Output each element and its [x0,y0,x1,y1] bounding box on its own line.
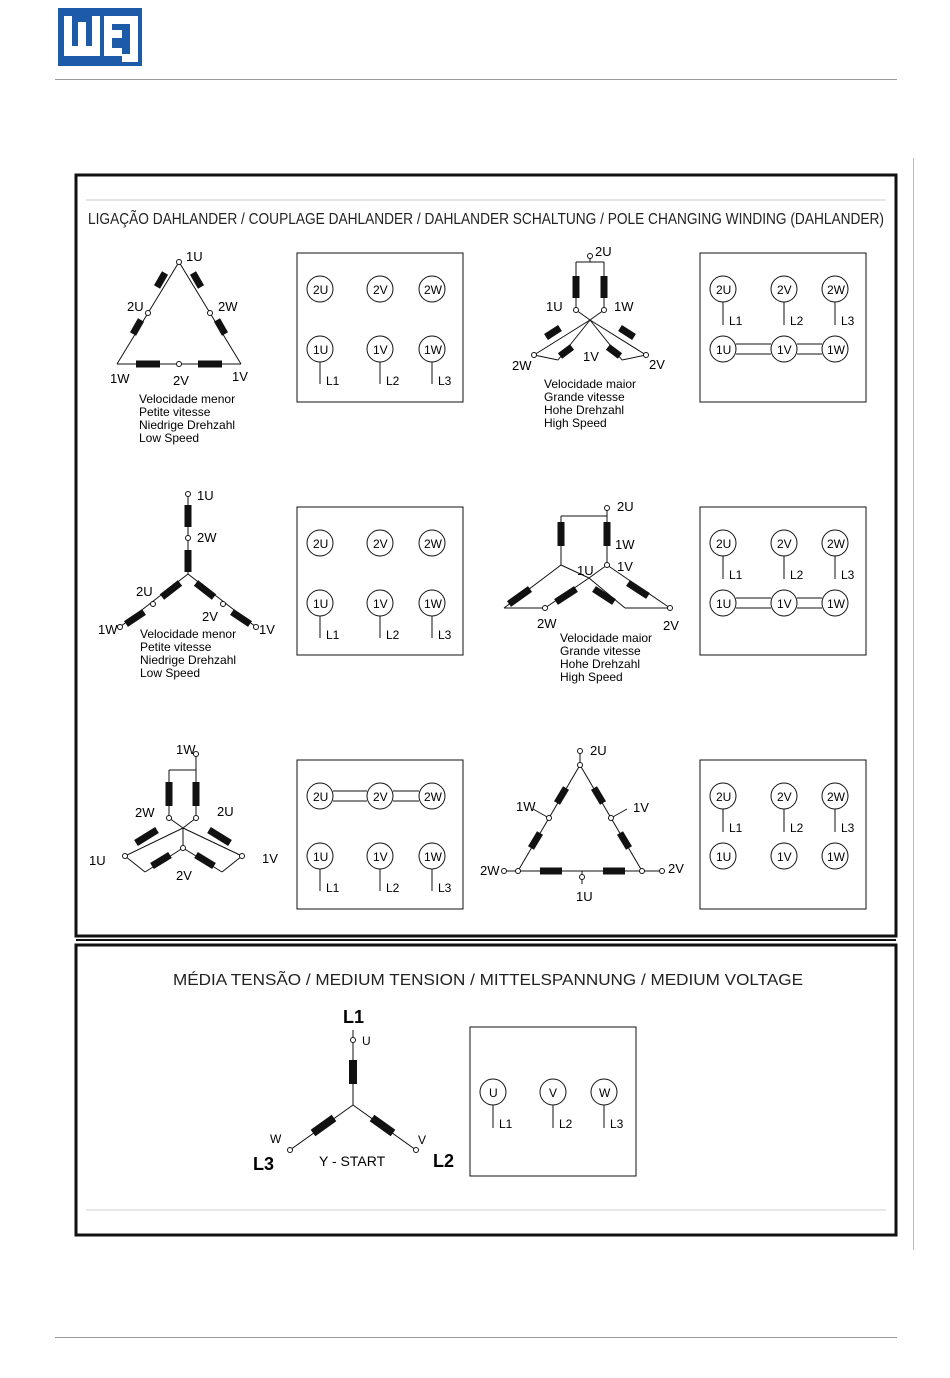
tb1-2U: 2U [313,283,329,297]
tb7-W: W [599,1086,611,1100]
label-1W: 1W [98,622,118,637]
tb2-2W: 2W [827,283,845,297]
tb7-L1: L1 [499,1117,513,1131]
tb4-1U: 1U [716,597,732,611]
terminal-box-5 [297,760,463,909]
tb1-1V: 1V [373,343,388,357]
medium-voltage-star-schematic [288,1030,419,1153]
label-1U: 1U [89,853,106,868]
tb5-1W: 1W [424,850,442,864]
low-speed-fr-2: Petite vitesse [140,640,212,654]
tb6-2V: 2V [777,790,792,804]
label-2V: 2V [173,373,189,388]
tb6-L3: L3 [841,821,855,835]
tb6-1V: 1V [777,850,792,864]
tb7-L2: L2 [559,1117,573,1131]
tb4-L1: L1 [729,568,743,582]
label-1U: 1U [576,889,593,904]
terminal-box-4 [700,507,866,655]
tb3-1U: 1U [313,597,329,611]
tb2-2V: 2V [777,283,792,297]
tb1-2V: 2V [373,283,388,297]
tb4-1V: 1V [777,597,792,611]
label-1U: 1U [577,563,594,578]
label-1V: 1V [259,622,275,637]
label-1W: 1W [176,742,196,757]
label-2V: 2V [649,357,665,372]
label-1V: 1V [633,800,649,815]
tb1-L3: L3 [438,374,452,388]
tb6-L2: L2 [790,821,804,835]
terminal-box-6 [700,760,866,909]
label-2U: 2U [595,244,612,259]
label-1W: 1W [110,371,130,386]
label-2W: 2W [197,530,217,545]
tb4-L3: L3 [841,568,855,582]
tb2-L2: L2 [790,314,804,328]
tb2-2U: 2U [716,283,732,297]
label-W: W [270,1132,282,1146]
tb2-1V: 1V [777,343,792,357]
label-2V: 2V [663,618,679,633]
label-2U: 2U [136,584,153,599]
low-speed-de: Niedrige Drehzahl [139,418,236,432]
tb2-1W: 1W [827,343,845,357]
y-start-label: Y - START [319,1153,386,1169]
high-speed-de: Hohe Drehzahl [544,403,625,417]
tb5-2V: 2V [373,790,388,804]
high-speed-en: High Speed [544,416,607,430]
line-L3: L3 [253,1154,275,1174]
tb6-1W: 1W [827,850,845,864]
low-speed-de-2: Niedrige Drehzahl [140,653,237,667]
label-1U: 1U [197,488,214,503]
label-2U: 2U [217,804,234,819]
label-U: U [362,1034,371,1048]
tb6-2U: 2U [716,790,732,804]
label-2U: 2U [127,299,144,314]
label-V: V [418,1133,427,1147]
tb2-L1: L1 [729,314,743,328]
high-speed-fr: Grande vitesse [544,390,625,404]
tb3-L2: L2 [386,628,400,642]
terminal-box-1 [297,253,463,402]
label-1W: 1W [614,299,634,314]
tb2-L3: L3 [841,314,855,328]
label-2W: 2W [480,863,500,878]
label-2U: 2U [617,499,634,514]
label-1V: 1V [617,559,633,574]
low-speed-en: Low Speed [139,431,200,445]
tb5-2W: 2W [424,790,442,804]
star-low-speed-schematic [118,492,259,630]
tb3-2U: 2U [313,537,329,551]
tb3-L3: L3 [438,628,452,642]
tb5-L2: L2 [386,881,400,895]
tb7-V: V [549,1086,558,1100]
label-1V: 1V [232,369,248,384]
low-speed-en-2: Low Speed [140,666,201,680]
tb1-L2: L2 [386,374,400,388]
low-speed-pt: Velocidade menor [139,392,236,406]
high-speed-fr-2: Grande vitesse [560,644,641,658]
section1-title: LIGAÇÃO DAHLANDER / COUPLAGE DAHLANDER / DAHLANDER SCHALTUNG / POLE CHANGING WINDING (DAHLANDER) [88,211,884,228]
tb5-1V: 1V [373,850,388,864]
terminal-box-2 [700,253,866,402]
low-speed-fr: Petite vitesse [139,405,211,419]
high-speed-pt: Velocidade maior [544,377,637,391]
tb7-L3: L3 [610,1117,624,1131]
tb7-U: U [489,1086,498,1100]
tb1-1U: 1U [313,343,329,357]
tb6-1U: 1U [716,850,732,864]
high-speed-pt-2: Velocidade maior [560,631,653,645]
tb4-L2: L2 [790,568,804,582]
tb1-2W: 2W [424,283,442,297]
tb5-2U: 2U [313,790,329,804]
label-2U: 2U [590,743,607,758]
tb5-L3: L3 [438,881,452,895]
tb6-2W: 2W [827,790,845,804]
tb3-2V: 2V [373,537,388,551]
label-1U: 1U [186,249,203,264]
tb3-L1: L1 [326,628,340,642]
label-1U: 1U [546,299,563,314]
label-2W: 2W [135,805,155,820]
section2-title: MÉDIA TENSÃO / MEDIUM TENSION / MITTELSPANNUNG / MEDIUM VOLTAGE [173,972,762,989]
tb2-1U: 1U [716,343,732,357]
tb3-2W: 2W [424,537,442,551]
tb5-L1: L1 [326,881,340,895]
label-1V: 1V [583,349,599,364]
terminal-box-3 [297,507,463,655]
label-2V: 2V [668,861,684,876]
label-1W: 1W [516,799,536,814]
tb1-L1: L1 [326,374,340,388]
double-star-high-speed-schematic-2 [504,506,673,611]
tb4-2U: 2U [716,537,732,551]
high-speed-de-2: Hohe Drehzahl [560,657,641,671]
delta-schematic-3 [502,749,665,885]
label-2W: 2W [218,299,238,314]
tb4-2V: 2V [777,537,792,551]
tb6-L1: L1 [729,821,743,835]
line-L1: L1 [343,1007,365,1027]
tb3-1W: 1W [424,597,442,611]
label-1W: 1W [615,537,635,552]
line-L2: L2 [433,1151,455,1171]
tb5-1U: 1U [313,850,329,864]
label-2V: 2V [176,868,192,883]
label-2W: 2W [512,358,532,373]
terminal-box-7 [470,1027,636,1176]
tb4-1W: 1W [827,597,845,611]
label-2V: 2V [202,609,218,624]
high-speed-en-2: High Speed [560,670,623,684]
low-speed-pt-2: Velocidade menor [140,627,237,641]
tb3-1V: 1V [373,597,388,611]
label-2W: 2W [537,616,557,631]
label-1V: 1V [262,851,278,866]
tb4-2W: 2W [827,537,845,551]
tb1-1W: 1W [424,343,442,357]
